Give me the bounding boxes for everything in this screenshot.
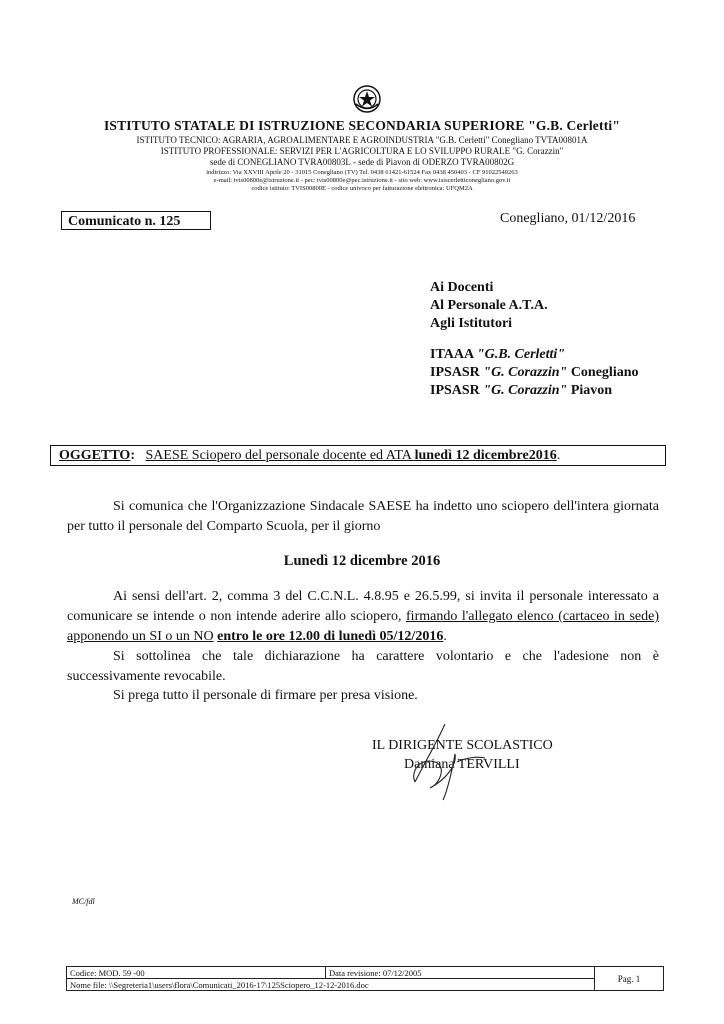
subject-box: OGGETTO: SAESE Sciopero del personale docente ed ATA lunedì 12 dicembre2016. bbox=[50, 445, 666, 466]
recipient-ata: Al Personale A.T.A. bbox=[430, 298, 548, 313]
header-codes: codice istituto: TVIS00800E - codice univoco per fatturazione elettronica: UFQM2A bbox=[251, 185, 473, 192]
header-line-3: sede di CONEGLIANO TVRA00803L - sede di Piavon di ODERZO TVRA00802G bbox=[209, 157, 515, 167]
footer-revision: Data revisione: 07/12/2005 bbox=[326, 967, 595, 979]
body-sign-instruction: firmando l'allegato elenco (cartaceo in sede) apponendo un SI o un NO bbox=[67, 609, 659, 644]
footer-code: Codice: MOD. 59 -00 bbox=[67, 967, 326, 979]
place-date: Conegliano, 01/12/2016 bbox=[500, 211, 636, 226]
signature-name: Damiana TERVILLI bbox=[404, 757, 520, 772]
header-line-1: ISTITUTO TECNICO: AGRARIA, AGROALIMENTARE E AGROINDUSTRIA "G.B. Cerletti" Conegliano TVTA00801A bbox=[136, 135, 588, 145]
header-contacts: e-mail: tvis00800e@istruzione.it - pec: tvis00800e@pec.istruzione.it - sito web: www.isiscerletticonegliano.gov.it bbox=[213, 177, 511, 184]
signature-title: IL DIRIGENTE SCOLASTICO bbox=[372, 738, 553, 753]
institute-title: ISTITUTO STATALE DI ISTRUZIONE SECONDARIA SUPERIORE "G.B. Cerletti" bbox=[103, 118, 621, 133]
footer-filename: Nome file: \\Segreteria1\users\flora\Comunicati_2016-17\125Sciopero_12-12-2016.doc bbox=[67, 979, 595, 991]
body-paragraph-4: Si prega tutto il personale di firmare per presa visione. bbox=[113, 688, 418, 703]
header-line-2: ISTITUTO PROFESSIONALE: SERVIZI PER L'AGRICOLTURA E LO SVILUPPO RURALE "G. Corazzin" bbox=[160, 146, 564, 156]
comunicato-number: Comunicato n. 125 bbox=[61, 211, 211, 230]
initials: MC/fdl bbox=[72, 897, 95, 906]
body-deadline: entro le ore 12.00 di lunedì 05/12/2016 bbox=[217, 629, 444, 644]
school-ipsasr-conegliano: IPSASR "G. Corazzin" Conegliano bbox=[430, 365, 639, 380]
body-paragraph-1: Si comunica che l'Organizzazione Sindacale SAESE ha indetto uno sciopero dell'intera giornata per tutto il personale del Comparto Scuola, per il giorno bbox=[67, 499, 659, 534]
recipient-docenti: Ai Docenti bbox=[430, 280, 494, 295]
body-paragraph-2: Ai sensi dell'art. 2, comma 3 del C.C.N.L. 4.8.95 e 26.5.99, si invita il personale interessato a comunicare se intende o non intende aderire allo sciopero, firmando l'allegato elenco (cartaceo in sede) apponendo un SI o un NO entro le ore 12.00 di lunedì 05/12/2016. bbox=[67, 589, 659, 644]
handwritten-signature-icon bbox=[385, 722, 495, 802]
republic-emblem-icon bbox=[352, 84, 382, 114]
footer-table bbox=[66, 966, 664, 991]
body-paragraph-3: Si sottolinea che tale dichiarazione ha carattere volontario e che l'adesione non è successivamente revocabile. bbox=[67, 649, 659, 684]
subject-date: lunedì 12 dicembre2016 bbox=[414, 448, 557, 463]
subject-label: OGGETTO bbox=[59, 448, 131, 463]
school-itaaa: ITAAA "G.B. Cerletti" bbox=[430, 347, 566, 362]
footer-page: Pag. 1 bbox=[595, 967, 664, 991]
subject-text: SAESE Sciopero del personale docente ed ATA bbox=[145, 448, 415, 463]
school-ipsasr-piavon: IPSASR "G. Corazzin" Piavon bbox=[430, 383, 613, 398]
header-address: indirizzo: Via XXVIII Aprile 20 - 31015 Conegliano (TV) Tel. 0438 61421-61524 Fax 0438 450403 - CF 91022540263 bbox=[206, 169, 518, 176]
strike-day: Lunedì 12 dicembre 2016 bbox=[283, 553, 441, 569]
recipient-istitutori: Agli Istitutori bbox=[430, 316, 513, 331]
